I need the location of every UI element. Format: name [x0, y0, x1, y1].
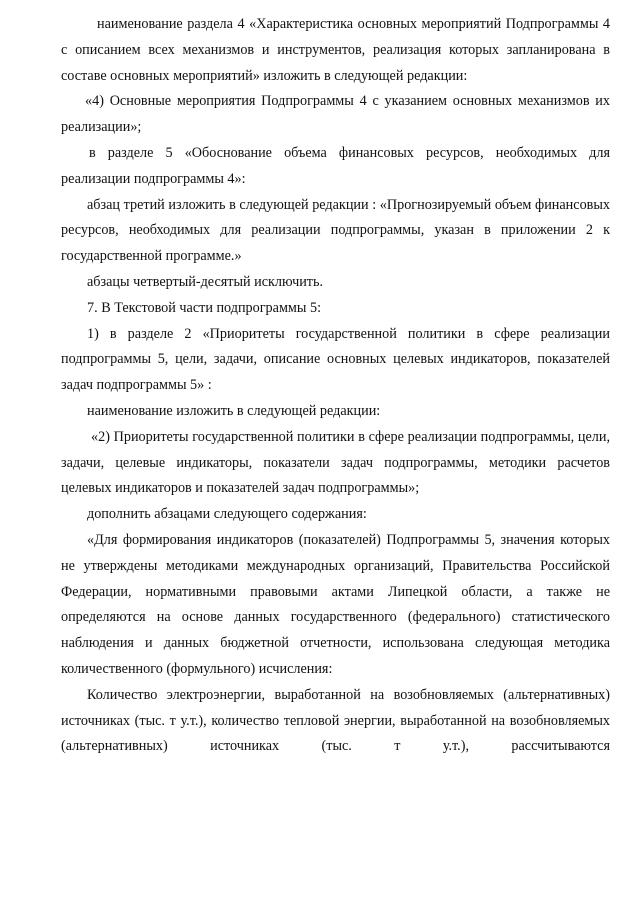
paragraph-append-instruction: дополнить абзацами следующего содержания: — [87, 506, 367, 523]
paragraph-energy-calculation: Количество электроэнергии, выработанной на возобновляемых (альтернативных) источниках (тыс. т у.т.), количество тепловой энергии, выработанной на возобновляемых (альтернативных) источниках (тыс. т у.т.), рассчитываются — [61, 686, 610, 755]
paragraph-exclude-abzacs: абзацы четвертый-десятый исключить. — [87, 273, 324, 290]
paragraph-section4-title-instruction: наименование раздела 4 «Характеристика основных мероприятий Подпрограммы 4 с описанием всех механизмов и инструментов, реализация которых запланирована в составе основных мероприятий» изложить в следующей редакции: — [61, 16, 610, 84]
paragraph-section5-reference: в разделе 5 «Обоснование объема финансовых ресурсов, необходимых для реализации подпрограммы 4»: — [61, 144, 610, 187]
paragraph-rename-instruction: наименование изложить в следующей редакции: — [87, 402, 381, 419]
paragraph-section2-reference: 1) в разделе 2 «Приоритеты государственной политики в сфере реализации подпрограммы 5, цели, задачи, описание основных целевых индикаторов, показателей задач подпрограммы 5» : — [61, 325, 610, 394]
paragraph-third-abzac: абзац третий изложить в следующей редакции : «Прогнозируемый объем финансовых ресурсов, необходимых для реализации подпрограммы, указан в приложении 2 к государственной программе.» — [61, 196, 610, 265]
paragraph-item-7: 7. В Текстовой части подпрограммы 5: — [87, 299, 322, 316]
paragraph-section2-new-title: «2) Приоритеты государственной политики в сфере реализации подпрограммы, цели, задачи, целевые индикаторы, показатели задач подпрограммы, методики расчетов целевых индикаторов и показателей задач подпрограммы»; — [61, 428, 610, 497]
paragraph-section4-new-title: «4) Основные мероприятия Подпрограммы 4 с указанием основных механизмов их реализации»; — [61, 93, 610, 136]
paragraph-methodology-intro: «Для формирования индикаторов (показателей) Подпрограммы 5, значения которых не утверждены методиками международных организаций, Правительства Российской Федерации, нормативными правовыми актами Липецкой области, а также не определяются на основе данных государственного (федерального) статистического наблюдения и данных бюджетной отчетности, использована следующая методика количественного (формульного) исчисления: — [61, 531, 610, 677]
